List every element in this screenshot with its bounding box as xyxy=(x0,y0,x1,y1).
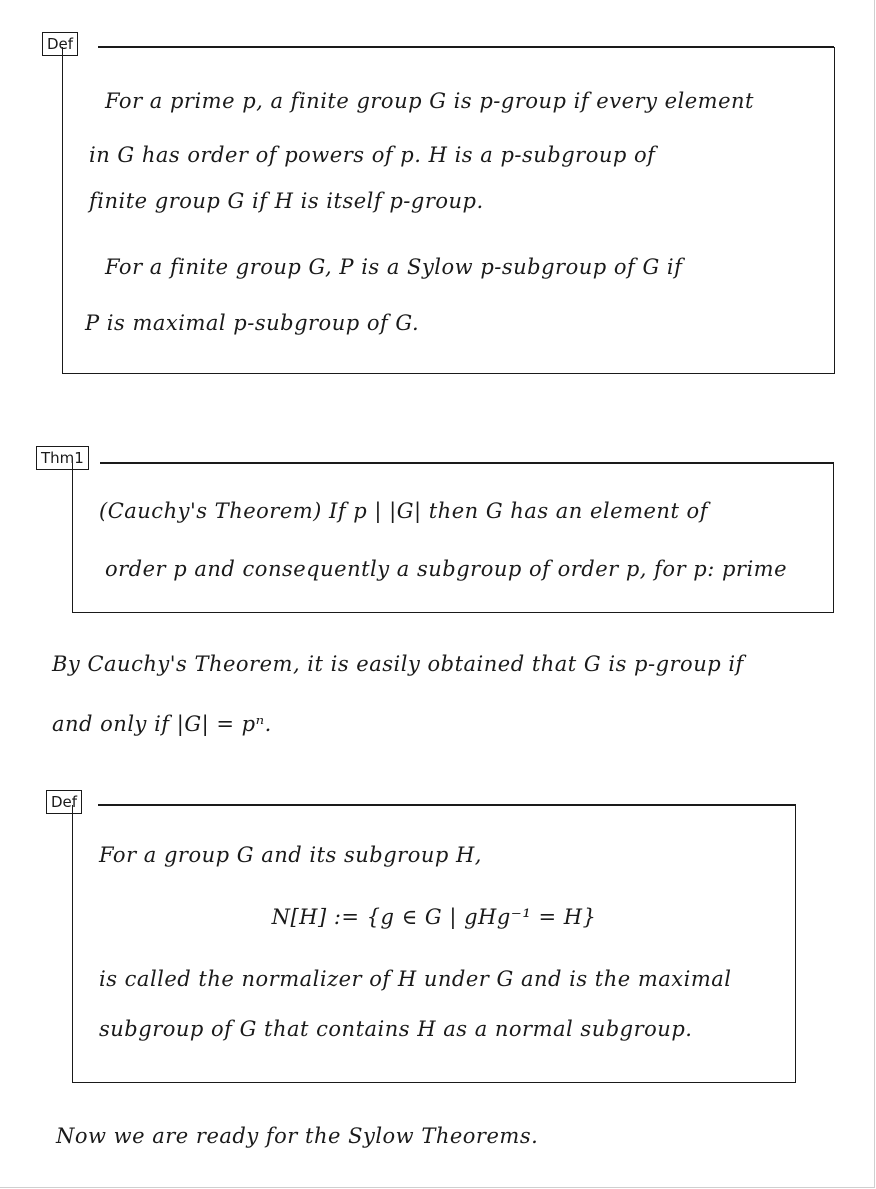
thm-line-1: (Cauchy's Theorem) If p | |G| then G has an element of xyxy=(99,499,708,523)
def2-line-4: subgroup of G that contains H as a normal subgroup. xyxy=(99,1017,693,1041)
thm-line-2: order p and consequently a subgroup of order p, for p: prime xyxy=(105,557,788,581)
normalizer-formula: N[H] := {g ∈ G | gHg⁻¹ = H} xyxy=(271,905,597,929)
def2-line-1: For a group G and its subgroup H, xyxy=(99,843,482,867)
closing-line: Now we are ready for the Sylow Theorems. xyxy=(56,1124,539,1148)
def2-tag: Def xyxy=(46,790,82,814)
def-line-3: finite group G if H is itself p-group. xyxy=(89,189,484,213)
def2-box xyxy=(72,805,796,1083)
def-line-2: in G has order of powers of p. H is a p-subgroup of xyxy=(89,143,656,167)
para1-line-1: By Cauchy's Theorem, it is easily obtained that G is p-group if xyxy=(52,652,744,676)
def-box xyxy=(62,47,835,374)
def-tag: Def xyxy=(42,32,78,56)
def-line-5: P is maximal p-subgroup of G. xyxy=(85,311,420,335)
thm-tag: Thm1 xyxy=(36,446,89,470)
def-line-4: For a finite group G, P is a Sylow p-subgroup of G if xyxy=(105,255,683,279)
def-line-1: For a prime p, a finite group G is p-group if every element xyxy=(105,89,754,113)
para1-line-2: and only if |G| = pⁿ. xyxy=(52,712,272,736)
def2-line-3: is called the normalizer of H under G and is the maximal xyxy=(99,967,732,991)
thm-box xyxy=(72,463,834,613)
